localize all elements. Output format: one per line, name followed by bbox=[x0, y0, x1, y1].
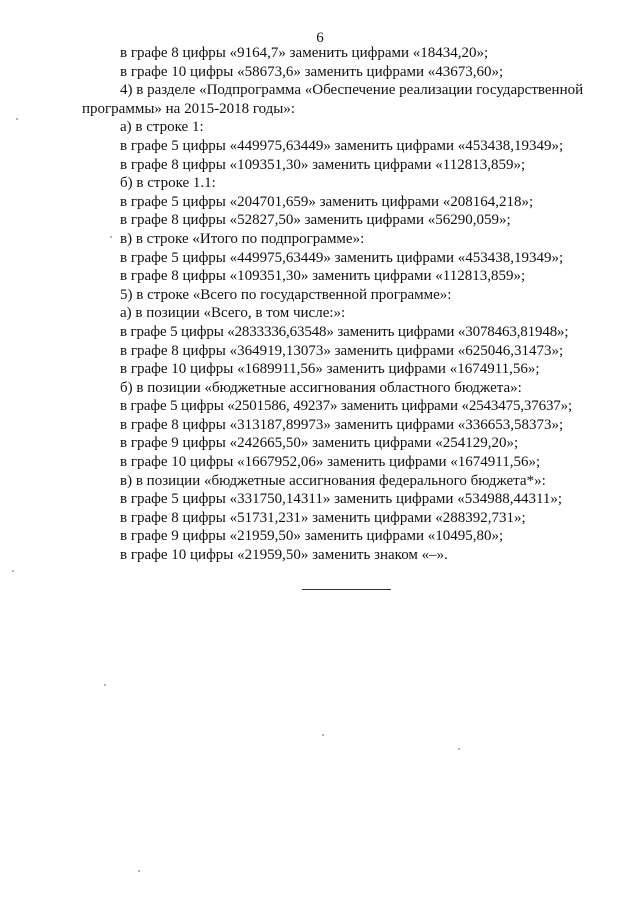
text-line: в графе 5 цифры «449975,63449» заменить цифрами «453438,19349»; bbox=[120, 137, 564, 154]
page-number: 6 bbox=[316, 30, 324, 46]
text-line: в графе 8 цифры «52827,50» заменить цифрами «56290,059»; bbox=[120, 212, 511, 229]
text-line: в графе 8 цифры «109351,30» заменить цифрами «112813,859»; bbox=[120, 268, 526, 285]
text-line: 4) в разделе «Подпрограмма «Обеспечение реализации государственной bbox=[120, 82, 584, 99]
text-line: в графе 5 цифры «2833336,63548» заменить цифрами «3078463,81948»; bbox=[120, 323, 569, 340]
text-line: б) в строке 1.1: bbox=[120, 175, 216, 192]
text-line: в графе 5 цифры «331750,14311» заменить цифрами «534988,44311»; bbox=[120, 491, 563, 508]
text-line: в графе 9 цифры «242665,50» заменить цифрами «254129,20»; bbox=[120, 435, 519, 452]
text-line: в графе 8 цифры «51731,231» заменить цифрами «288392,731»; bbox=[120, 509, 526, 526]
text-line: б) в позиции «бюджетные ассигнования областного бюджета»: bbox=[120, 379, 522, 396]
text-line: в) в позиции «бюджетные ассигнования федерального бюджета*»: bbox=[120, 472, 546, 489]
scan-speck bbox=[322, 734, 324, 736]
text-line: 5) в строке «Всего по государственной программе»: bbox=[120, 286, 452, 303]
text-line: в графе 9 цифры «21959,50» заменить цифрами «10495,80»; bbox=[120, 528, 504, 545]
text-line: в графе 8 цифры «364919,13073» заменить цифрами «625046,31473»; bbox=[120, 342, 564, 359]
text-line: а) в строке 1: bbox=[120, 119, 204, 136]
scan-speck bbox=[12, 570, 14, 572]
text-line: в графе 10 цифры «21959,50» заменить знаком «–». bbox=[120, 547, 448, 564]
text-line: в графе 8 цифры «313187,89973» заменить цифрами «336653,58373»; bbox=[120, 416, 564, 433]
text-line: в графе 10 цифры «1667952,06» заменить цифрами «1674911,56»; bbox=[120, 454, 541, 471]
text-line: в графе 8 цифры «109351,30» заменить цифрами «112813,859»; bbox=[120, 156, 526, 173]
text-line: в графе 8 цифры «9164,7» заменить цифрами «18434,20»; bbox=[120, 45, 489, 61]
text-line: в графе 5 цифры «204701,659» заменить цифрами «208164,218»; bbox=[120, 193, 534, 210]
end-divider-line bbox=[302, 589, 391, 590]
text-line: программы» на 2015-2018 годы»: bbox=[82, 100, 296, 117]
text-line: в графе 5 цифры «449975,63449» заменить цифрами «453438,19349»; bbox=[120, 249, 564, 266]
scan-speck bbox=[458, 748, 460, 750]
text-line: в графе 5 цифры «2501586, 49237» заменить цифрами «2543475,37637»; bbox=[120, 398, 573, 415]
text-line: а) в позиции «Всего, в том числе:»: bbox=[120, 305, 346, 322]
scan-speck bbox=[110, 236, 112, 238]
text-line: в графе 10 цифры «1689911,56» заменить цифрами «1674911,56»; bbox=[120, 361, 540, 378]
scan-speck bbox=[104, 684, 106, 686]
scan-speck bbox=[16, 118, 18, 120]
text-line: в графе 10 цифры «58673,6» заменить цифрами «43673,60»; bbox=[120, 63, 504, 80]
scan-speck bbox=[138, 870, 140, 872]
text-line: в) в строке «Итого по подпрограмме»: bbox=[120, 230, 365, 247]
document-body bbox=[82, 44, 607, 565]
